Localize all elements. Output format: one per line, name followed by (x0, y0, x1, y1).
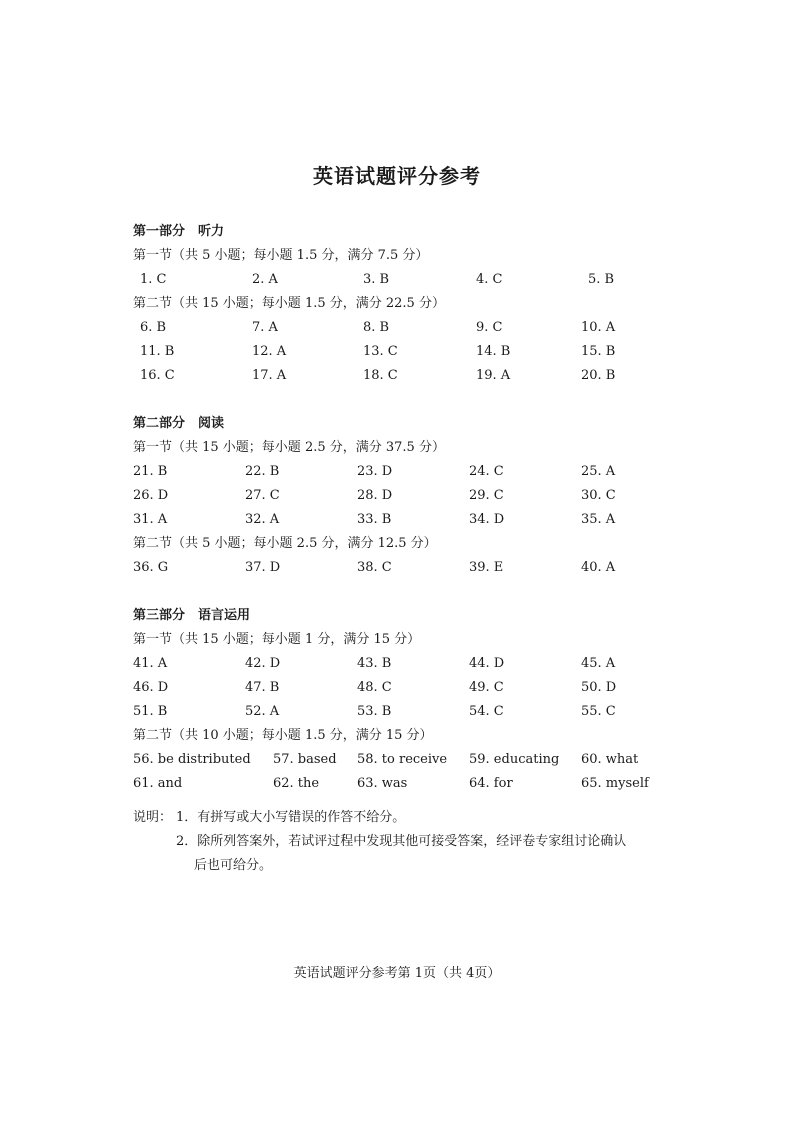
part2-heading: 第二部分 阅读 (133, 416, 225, 431)
answer-item: 3. B (363, 272, 390, 287)
answer-item: 33. B (357, 512, 392, 527)
part3-section1-label: 第一节（共 15 小题；每小题 1 分，满分 15 分） (133, 632, 421, 647)
page-title: 英语试题评分参考 (313, 164, 481, 188)
notes-label: 说明： (133, 810, 173, 825)
answer-item: 15. B (581, 344, 616, 359)
answer-item: 19. A (476, 368, 511, 383)
answer-item: 60. what (581, 752, 639, 767)
answer-item: 30. C (581, 488, 616, 503)
note-item-2: 2．除所列答案外，若试评过程中发现其他可接受答案，经评卷专家组讨论确认 (176, 834, 627, 849)
answer-item: 9. C (476, 320, 503, 335)
answer-item: 11. B (140, 344, 175, 359)
answer-item: 10. A (581, 320, 616, 335)
answer-item: 54. C (469, 704, 504, 719)
answer-item: 61. and (133, 776, 183, 791)
answer-item: 50. D (581, 680, 617, 695)
answer-item: 41. A (133, 656, 168, 671)
part2-section2-label: 第二节（共 5 小题；每小题 2.5 分，满分 12.5 分） (133, 536, 437, 551)
answer-item: 31. A (133, 512, 168, 527)
note-item-1: 1．有拼写或大小写错误的作答不给分。 (176, 810, 406, 825)
part3-heading: 第三部分 语言运用 (133, 608, 251, 623)
answer-item: 20. B (581, 368, 616, 383)
answer-item: 24. C (469, 464, 504, 479)
answer-item: 46. D (133, 680, 169, 695)
answer-item: 28. D (357, 488, 393, 503)
part3-section2-label: 第二节（共 10 小题；每小题 1.5 分，满分 15 分） (133, 728, 433, 743)
answer-item: 42. D (245, 656, 281, 671)
answer-item: 49. C (469, 680, 504, 695)
part1-heading: 第一部分 听力 (133, 224, 225, 239)
answer-item: 12. A (252, 344, 287, 359)
answer-item: 35. A (581, 512, 616, 527)
answer-item: 59. educating (469, 752, 560, 767)
answer-item: 47. B (245, 680, 280, 695)
answer-item: 53. B (357, 704, 392, 719)
answer-item: 14. B (476, 344, 511, 359)
answer-item: 2. A (252, 272, 278, 287)
answer-item: 5. B (588, 272, 615, 287)
answer-item: 57. based (273, 752, 337, 767)
answer-item: 52. A (245, 704, 280, 719)
answer-item: 21. B (133, 464, 168, 479)
note-item-2-continued: 后也可给分。 (194, 858, 273, 873)
answer-item: 44. D (469, 656, 505, 671)
answer-item: 7. A (252, 320, 278, 335)
answer-item: 4. C (476, 272, 503, 287)
answer-item: 58. to receive (357, 752, 448, 767)
answer-item: 22. B (245, 464, 280, 479)
answer-item: 1. C (140, 272, 167, 287)
answer-item: 34. D (469, 512, 505, 527)
answer-item: 37. D (245, 560, 281, 575)
part1-section2-label: 第二节（共 15 小题；每小题 1.5 分，满分 22.5 分） (133, 296, 445, 311)
answer-item: 40. A (581, 560, 616, 575)
answer-item: 45. A (581, 656, 616, 671)
answer-item: 18. C (363, 368, 398, 383)
part1-section1-label: 第一节（共 5 小题；每小题 1.5 分，满分 7.5 分） (133, 248, 429, 263)
answer-item: 65. myself (581, 776, 649, 791)
answer-item: 55. C (581, 704, 616, 719)
answer-item: 64. for (469, 776, 513, 791)
part2-section1-label: 第一节（共 15 小题；每小题 2.5 分，满分 37.5 分） (133, 440, 445, 455)
answer-item: 36. G (133, 560, 169, 575)
answer-item: 56. be distributed (133, 752, 251, 767)
answer-item: 38. C (357, 560, 392, 575)
answer-item: 17. A (252, 368, 287, 383)
answer-item: 62. the (273, 776, 320, 791)
answer-item: 29. C (469, 488, 504, 503)
answer-item: 32. A (245, 512, 280, 527)
answer-item: 39. E (469, 560, 504, 575)
answer-item: 48. C (357, 680, 392, 695)
page-footer: 英语试题评分参考第 1页（共 4页） (293, 966, 501, 981)
answer-item: 51. B (133, 704, 168, 719)
answer-item: 25. A (581, 464, 616, 479)
answer-item: 63. was (357, 776, 408, 791)
answer-item: 43. B (357, 656, 392, 671)
answer-item: 13. C (363, 344, 398, 359)
answer-item: 8. B (363, 320, 390, 335)
answer-item: 27. C (245, 488, 280, 503)
answer-item: 6. B (140, 320, 167, 335)
answer-item: 16. C (140, 368, 175, 383)
answer-item: 26. D (133, 488, 169, 503)
answer-item: 23. D (357, 464, 393, 479)
